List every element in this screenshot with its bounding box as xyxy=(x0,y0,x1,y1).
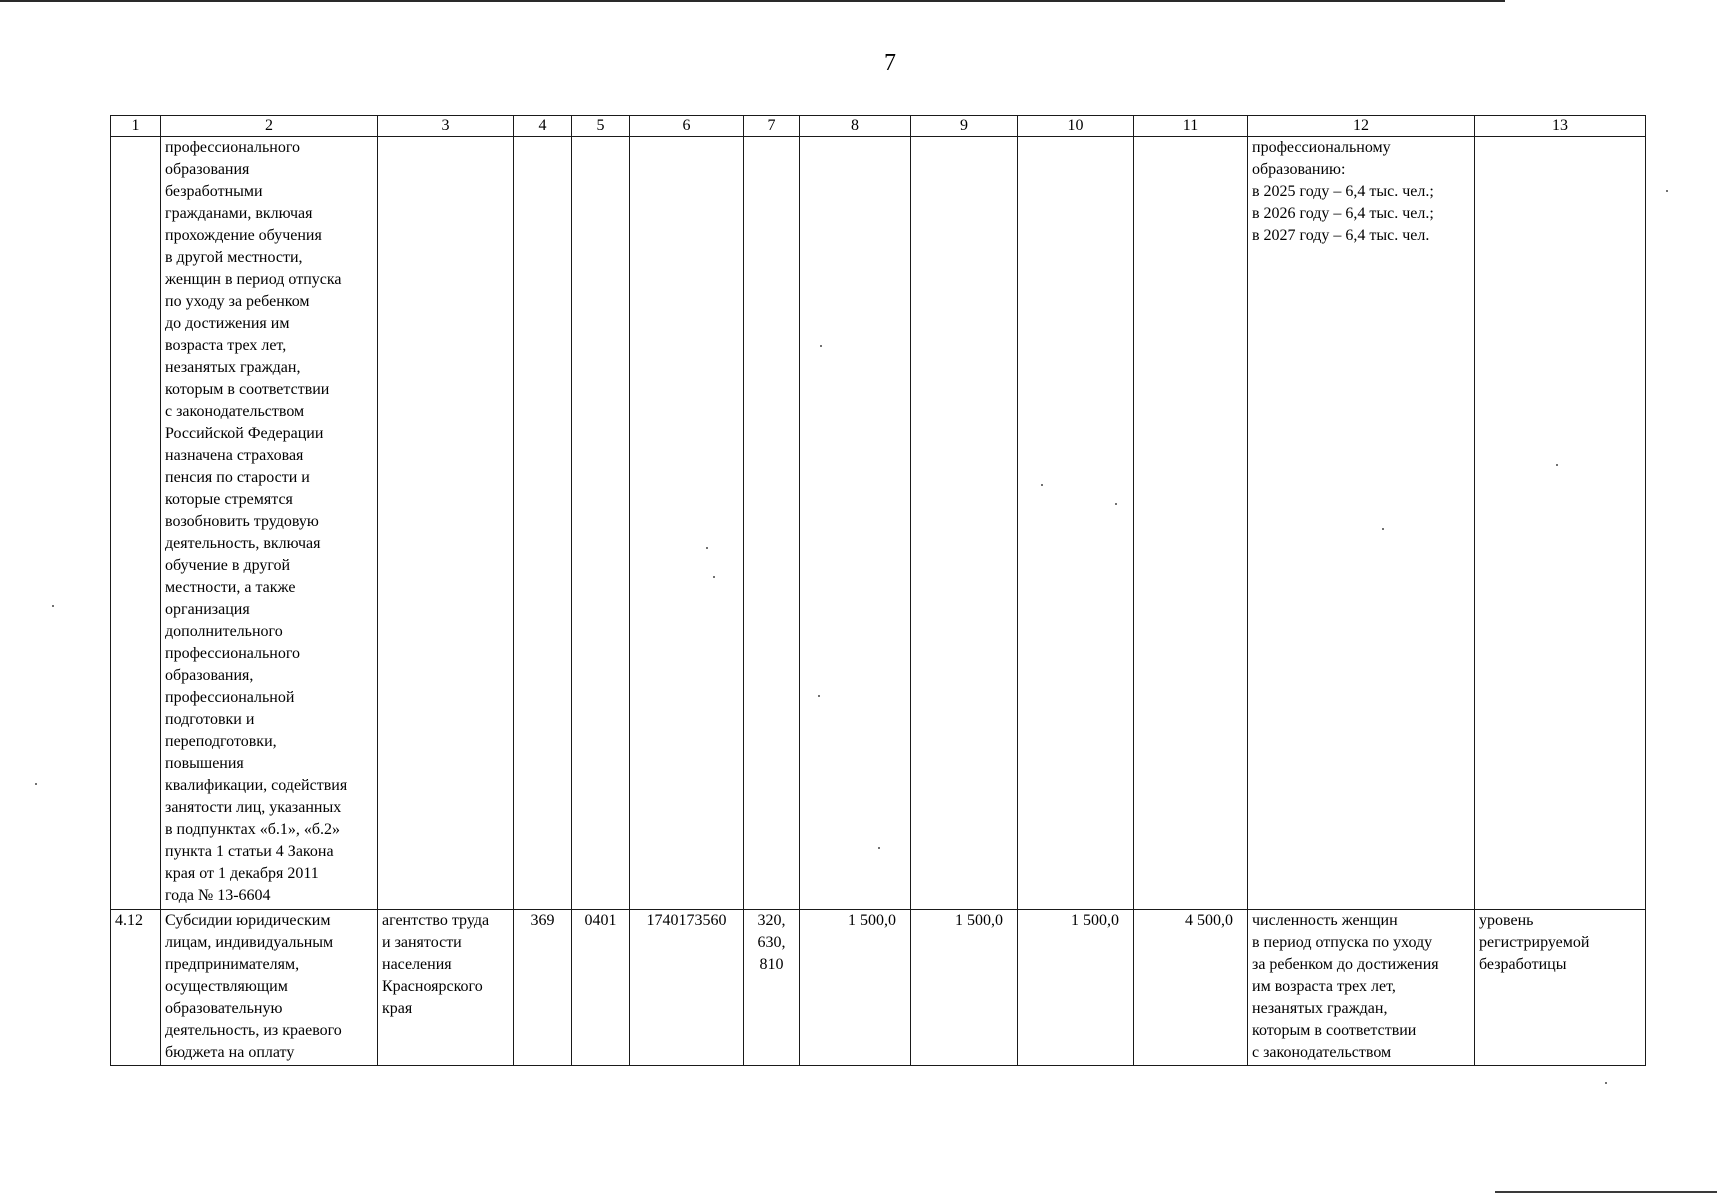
page-number: 7 xyxy=(884,50,896,76)
text-line: бюджета на оплату xyxy=(165,1044,295,1061)
column-header: 5 xyxy=(572,116,630,137)
budget-table xyxy=(110,115,1646,1066)
section-code-cell xyxy=(572,137,630,910)
text-line: профессиональной xyxy=(165,689,295,706)
text-line: образованию: xyxy=(1252,161,1346,178)
expected-result-text xyxy=(1252,137,1470,247)
gruo-cell xyxy=(514,137,572,910)
gruo-cell: 369 xyxy=(514,910,572,1066)
text-line: Красноярского xyxy=(382,978,483,995)
expected-result-text xyxy=(1252,910,1470,1064)
expense-type-cell xyxy=(744,137,800,910)
text-line: пенсия по старости и xyxy=(165,469,310,486)
text-line: пункта 1 статьи 4 Закона xyxy=(165,843,334,860)
text-line: занятости лиц, указанных xyxy=(165,799,342,816)
text-line: возраста трех лет, xyxy=(165,337,287,354)
text-line: предпринимателям, xyxy=(165,956,300,973)
text-line: которым в соответствии xyxy=(1252,1022,1417,1039)
amount-2026-cell: 1 500,0 xyxy=(911,910,1018,1066)
text-line: в 2026 году – 6,4 тыс. чел.; xyxy=(1252,205,1434,222)
section-code-cell: 0401 xyxy=(572,910,630,1066)
row-number-cell xyxy=(111,137,161,910)
text-line: 810 xyxy=(759,956,784,973)
text-line: дополнительного xyxy=(165,623,283,640)
text-line: профессионального xyxy=(165,139,301,156)
measure-description-cell xyxy=(161,137,378,910)
text-line: в другой местности, xyxy=(165,249,303,266)
amount-total-cell xyxy=(1134,137,1248,910)
text-line: края от 1 декабря 2011 xyxy=(165,865,319,882)
text-line: назначена страховая xyxy=(165,447,304,464)
text-line: по уходу за ребенком xyxy=(165,293,310,310)
indicator-text xyxy=(1479,910,1641,976)
text-line: которым в соответствии xyxy=(165,381,330,398)
text-line: за ребенком до достижения xyxy=(1252,956,1439,973)
indicator-cell xyxy=(1475,910,1646,1066)
text-line: незанятых граждан, xyxy=(1252,1000,1388,1017)
measure-description-cell xyxy=(161,910,378,1066)
text-line: местности, а также xyxy=(165,579,296,596)
text-line: с законодательством xyxy=(165,403,305,420)
column-header: 13 xyxy=(1475,116,1646,137)
scan-speck xyxy=(35,783,37,785)
target-article-cell xyxy=(630,137,744,910)
text-line: года № 13-6604 xyxy=(165,887,271,904)
expected-result-cell xyxy=(1248,137,1475,910)
amount-2025-cell xyxy=(800,137,911,910)
text-line: прохождение обучения xyxy=(165,227,322,244)
column-header: 11 xyxy=(1134,116,1248,137)
text-line: повышения xyxy=(165,755,244,772)
continuation-row xyxy=(111,137,1646,910)
text-line: переподготовки, xyxy=(165,733,277,750)
scan-edge-top xyxy=(0,0,1505,2)
amount-2025-cell: 1 500,0 xyxy=(800,910,911,1066)
text-line: агентство труда xyxy=(382,912,490,929)
column-header: 2 xyxy=(161,116,378,137)
text-line: регистрируемой xyxy=(1479,934,1590,951)
text-line: им возраста трех лет, xyxy=(1252,978,1396,995)
expense-type-text xyxy=(748,910,795,976)
column-number-row xyxy=(111,116,1646,137)
expense-type-cell xyxy=(744,910,800,1066)
text-line: 630, xyxy=(757,934,786,951)
column-header: 7 xyxy=(744,116,800,137)
scan-speck xyxy=(1605,1082,1607,1084)
text-line: организация xyxy=(165,601,250,618)
executor-cell xyxy=(378,137,514,910)
scan-speck xyxy=(52,605,54,607)
text-line: образования, xyxy=(165,667,254,684)
table-row-4-12 xyxy=(111,910,1646,1066)
text-line: в 2025 году – 6,4 тыс. чел.; xyxy=(1252,183,1434,200)
scan-speck xyxy=(1666,190,1668,192)
amount-total-cell: 4 500,0 xyxy=(1134,910,1248,1066)
text-line: лицам, индивидуальным xyxy=(165,934,334,951)
text-line: в 2027 году – 6,4 тыс. чел. xyxy=(1252,227,1430,244)
text-line: края xyxy=(382,1000,413,1017)
text-line: женщин в период отпуска xyxy=(165,271,342,288)
text-line: незанятых граждан, xyxy=(165,359,301,376)
text-line: в период отпуска по уходу xyxy=(1252,934,1433,951)
amount-2027-cell: 1 500,0 xyxy=(1018,910,1134,1066)
column-header: 8 xyxy=(800,116,911,137)
text-line: возобновить трудовую xyxy=(165,513,319,530)
indicator-cell xyxy=(1475,137,1646,910)
text-line: населения xyxy=(382,956,452,973)
text-line: безработицы xyxy=(1479,956,1567,973)
text-line: которые стремятся xyxy=(165,491,293,508)
text-line: безработными xyxy=(165,183,263,200)
text-line: деятельность, включая xyxy=(165,535,321,552)
column-header: 12 xyxy=(1248,116,1475,137)
text-line: с законодательством xyxy=(1252,1044,1392,1061)
column-header: 1 xyxy=(111,116,161,137)
column-header: 9 xyxy=(911,116,1018,137)
amount-2026-cell xyxy=(911,137,1018,910)
target-article-cell: 1740173560 xyxy=(630,910,744,1066)
text-line: гражданами, включая xyxy=(165,205,313,222)
text-line: деятельность, из краевого xyxy=(165,1022,342,1039)
text-line: обучение в другой xyxy=(165,557,291,574)
column-header: 10 xyxy=(1018,116,1134,137)
amount-2027-cell xyxy=(1018,137,1134,910)
text-line: Субсидии юридическим xyxy=(165,912,331,929)
text-line: образовательную xyxy=(165,1000,283,1017)
scan-edge-bottom xyxy=(1495,1191,1717,1193)
text-line: до достижения им xyxy=(165,315,290,332)
text-line: профессиональному xyxy=(1252,139,1391,156)
text-line: уровень xyxy=(1479,912,1534,929)
text-line: численность женщин xyxy=(1252,912,1398,929)
text-line: подготовки и xyxy=(165,711,255,728)
executor-cell xyxy=(378,910,514,1066)
text-line: профессионального xyxy=(165,645,301,662)
row-number-cell: 4.12 xyxy=(111,910,161,1066)
text-line: осуществляющим xyxy=(165,978,288,995)
column-header: 3 xyxy=(378,116,514,137)
expected-result-cell xyxy=(1248,910,1475,1066)
text-line: образования xyxy=(165,161,250,178)
text-line: 320, xyxy=(757,912,786,929)
measure-description-text xyxy=(165,910,373,1064)
column-header: 6 xyxy=(630,116,744,137)
text-line: Российской Федерации xyxy=(165,425,324,442)
column-header: 4 xyxy=(514,116,572,137)
text-line: и занятости xyxy=(382,934,462,951)
executor-text xyxy=(382,910,509,1020)
measure-description-text xyxy=(165,137,373,907)
text-line: в подпунктах «б.1», «б.2» xyxy=(165,821,341,838)
text-line: квалификации, содействия xyxy=(165,777,348,794)
